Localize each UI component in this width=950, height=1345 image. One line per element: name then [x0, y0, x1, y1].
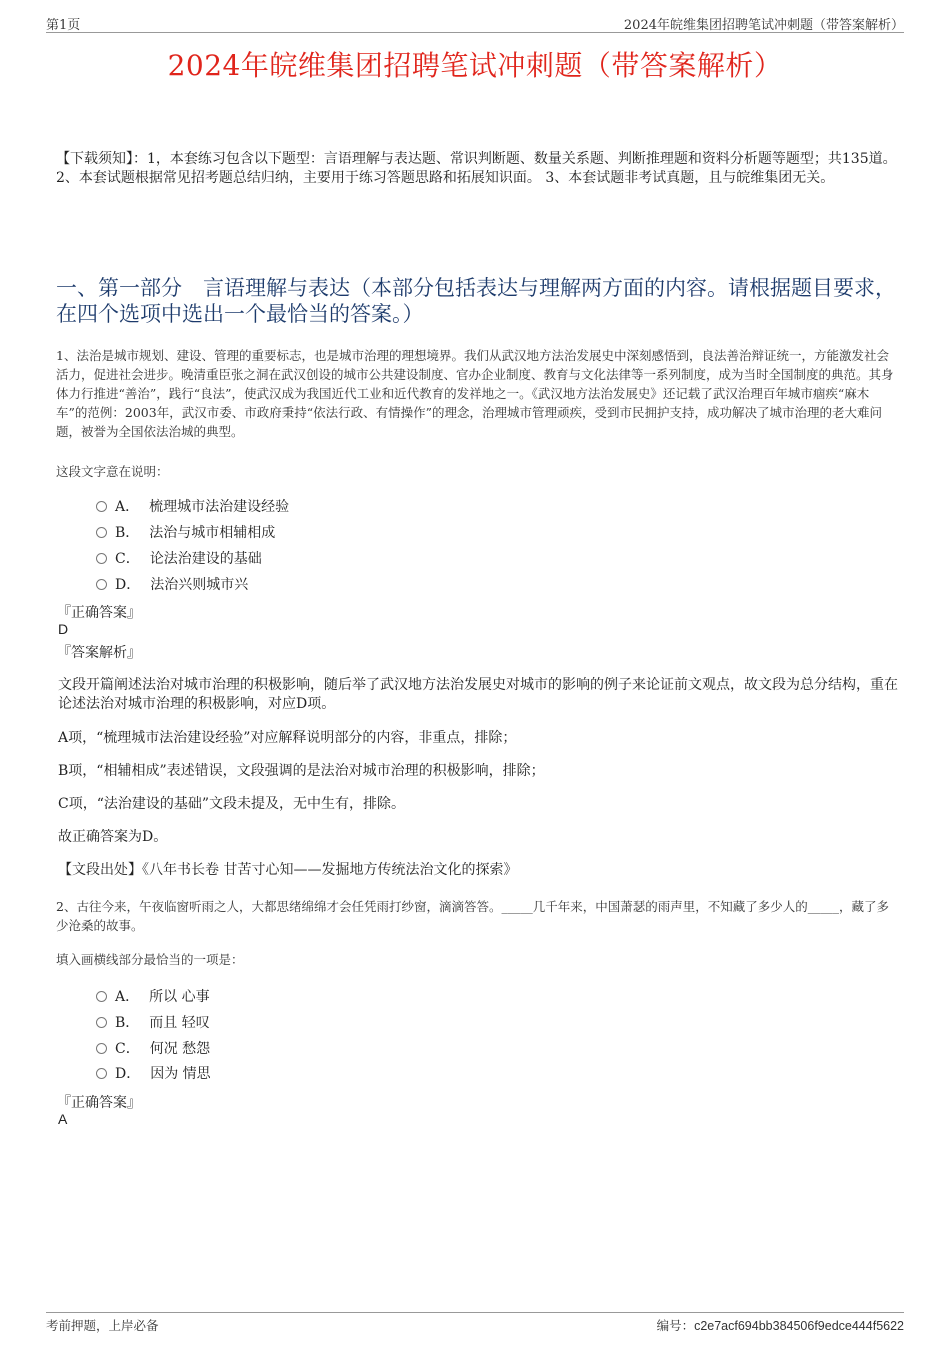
q1-option-b[interactable]: B． 法治与城市相辅相成: [96, 522, 275, 544]
download-notice: 【下载须知】：1，本套练习包含以下题型：言语理解与表达题、常识判断题、数量关系题、判断推理题和资料分析题等题型；共135道。 2、本套试题根据常见招考题总结归纳，主要用于练习答题思路和拓展知识面。 3、本套试题非考试真题，且与皖维集团无关。: [56, 151, 897, 186]
q2-option-c[interactable]: C． 何况 愁怨: [96, 1038, 210, 1060]
q1-analysis-c: C项，“法治建设的基础”文段未提及，无中生有，排除。: [58, 796, 406, 812]
radio-icon[interactable]: [96, 1068, 107, 1079]
radio-icon[interactable]: [96, 553, 107, 564]
q1-analysis-a: A项，“梳理城市法治建设经验”对应解释说明部分的内容，非重点，排除；: [58, 730, 517, 746]
q1-source: 【文段出处】《八年书长卷 甘苦寸心知——发掘地方传统法治文化的探索》: [58, 862, 518, 878]
q2-option-b[interactable]: B． 而且 轻叹: [96, 1012, 210, 1034]
q2-answer-label: 『正确答案』: [57, 1095, 141, 1111]
q2-answer: A: [58, 1111, 68, 1127]
section-heading: 一、第一部分 言语理解与表达（本部分包括表达与理解两方面的内容。请根据题目要求，在四个选项中选出一个最恰当的答案。）: [56, 276, 896, 326]
radio-icon[interactable]: [96, 501, 107, 512]
q1-analysis-b: B项，“相辅相成”表述错误，文段强调的是法治对城市治理的积极影响，排除；: [58, 763, 545, 779]
q1-option-c[interactable]: C． 论法治建设的基础: [96, 548, 262, 570]
radio-icon[interactable]: [96, 1043, 107, 1054]
page-title: 2024年皖维集团招聘笔试冲刺题（带答案解析）: [167, 49, 783, 82]
radio-icon[interactable]: [96, 991, 107, 1002]
header-doc-title: 2024年皖维集团招聘笔试冲刺题（带答案解析）: [623, 18, 904, 33]
footer-slogan: 考前押题，上岸必备: [46, 1318, 159, 1333]
q2-option-d[interactable]: D． 因为 情思: [96, 1063, 211, 1085]
q1-analysis-summary: 文段开篇阐述法治对城市治理的积极影响，随后举了武汉地方法治发展史对城市的影响的例子来论证前文观点，故文段为总分结构，重在论述法治对城市治理的积极影响，对应D项。: [58, 677, 898, 712]
q1-answer: D: [58, 621, 69, 637]
q1-analysis-label: 『答案解析』: [57, 645, 141, 661]
page-number: 第1页: [46, 18, 81, 33]
page-footer: [46, 1312, 904, 1335]
q2-stem: 2、古往今来，午夜临窗听雨之人，大都思绪绵绵才会任凭雨打纱窗，滴滴答答。_____几千年来，中国萧瑟的雨声里，不知藏了多少人的_____，藏了多少沧桑的故事。: [56, 899, 889, 933]
q1-option-d[interactable]: D． 法治兴则城市兴: [96, 574, 248, 596]
q1-prompt: 这段文字意在说明：: [56, 464, 169, 479]
radio-icon[interactable]: [96, 579, 107, 590]
q1-option-a[interactable]: A． 梳理城市法治建设经验: [96, 496, 289, 518]
radio-icon[interactable]: [96, 1017, 107, 1028]
radio-icon[interactable]: [96, 527, 107, 538]
q1-answer-label: 『正确答案』: [57, 605, 141, 621]
q2-option-a[interactable]: A． 所以 心事: [96, 986, 210, 1008]
q1-stem: 1、法治是城市规划、建设、管理的重要标志，也是城市治理的理想境界。我们从武汉地方法治发展史中深刻感悟到，良法善治辩证统一，方能激发社会活力，促进社会进步。晚清重臣张之洞在武汉创设的城市公共建设制度、官办企业制度、教育与文化法律等一系列制度，成为当时全国制度的典范。其身体力行推进“善治”，践行“良法”，使武汉成为我国近代工业和近代教育的发祥地之一。《武汉地方法治发展史》还记载了武汉治理百年城市痼疾“麻木车”的范例：2003年，武汉市委、市政府秉持“依法行政、有情操作”的理念，治理城市管理顽疾，受到市民拥护支持，成功解决了城市治理的老大难问题，被誉为全国依法治城的典型。: [56, 348, 894, 439]
footer-code: 编号：c2e7acf694bb384506f9edce444f5622: [656, 1318, 904, 1333]
page-header: [46, 12, 904, 33]
q2-prompt: 填入画横线部分最恰当的一项是：: [56, 952, 244, 967]
q1-analysis-conclusion: 故正确答案为D。: [58, 829, 168, 845]
